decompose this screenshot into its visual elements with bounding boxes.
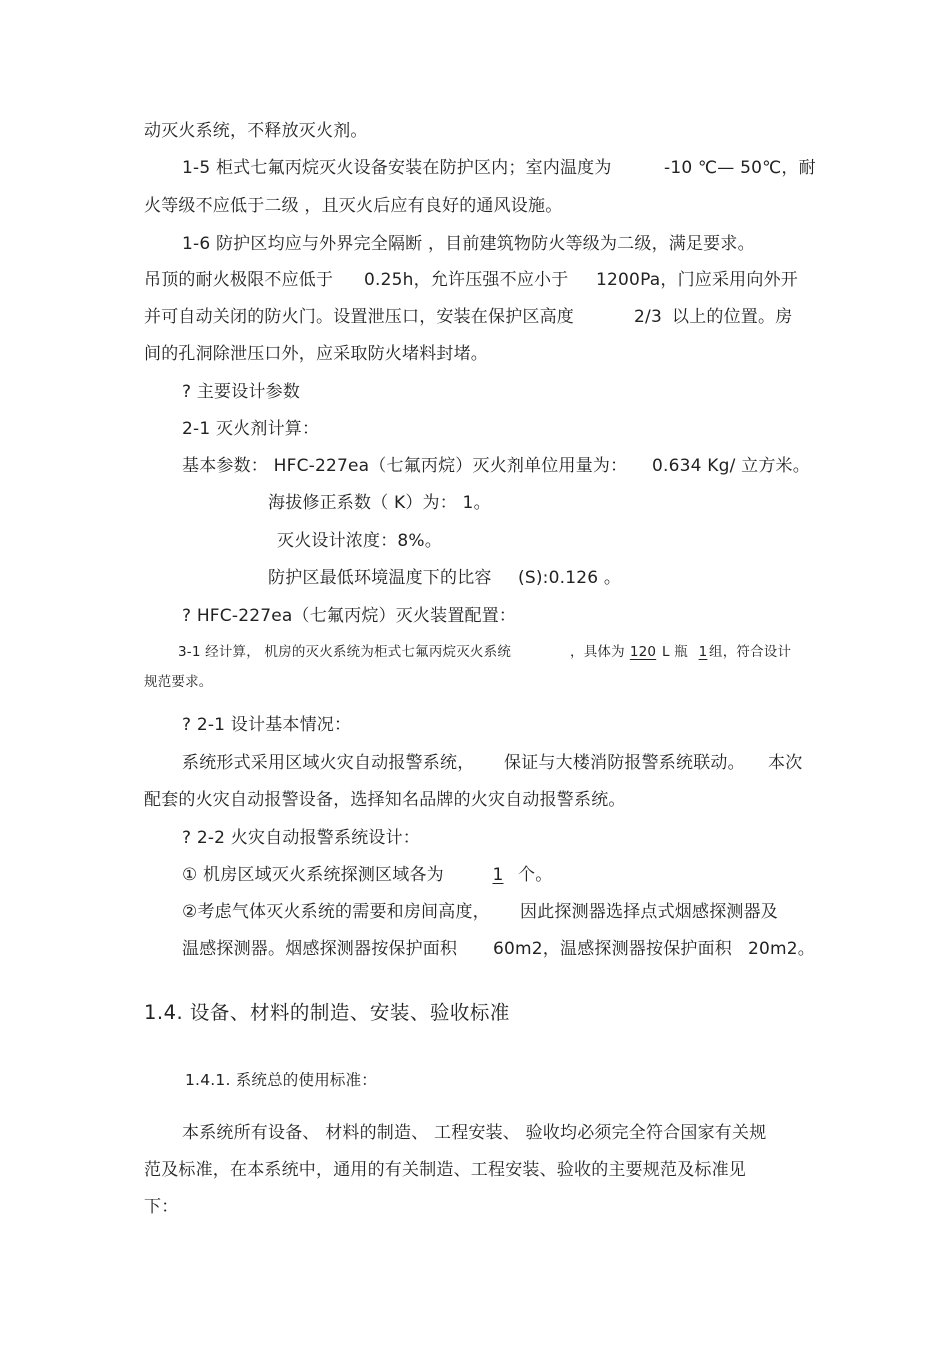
paragraph-line: 灭火设计浓度：8%。	[277, 531, 442, 551]
chapter-heading: 1.4. 设备、材料的制造、安装、验收标准	[144, 1001, 510, 1024]
paragraph-line: 因此探测器选择点式烟感探测器及	[520, 902, 778, 922]
paragraph-line: 基本参数： HFC-227ea（七氟丙烷）灭火剂单位用量为：	[182, 456, 628, 476]
paragraph-line: 下：	[144, 1197, 179, 1217]
paragraph-line: 本次	[768, 753, 803, 773]
paragraph-line: 60m2，温感探测器按保护面积	[493, 939, 733, 959]
paragraph-line: ②考虑气体灭火系统的需要和房间高度，	[182, 902, 490, 922]
paragraph-line: 0.25h，允许压强不应小于	[364, 270, 569, 290]
paragraph-line: ① 机房区域灭火系统探测区域各为	[182, 865, 444, 885]
paragraph-line: ，具体为	[570, 644, 625, 660]
paragraph-line: 系统形式采用区域火灾自动报警系统，	[182, 753, 475, 773]
paragraph-line: 个。	[518, 865, 553, 885]
paragraph-line: 组，符合设计	[709, 644, 792, 660]
subsection-heading: 1.4.1. 系统总的使用标准：	[185, 1071, 377, 1089]
paragraph-line: 动灭火系统，不释放灭火剂。	[144, 121, 368, 141]
paragraph-line: 1-6 防护区均应与外界完全隔断 ，目前建筑物防火等级为二级，满足要求。	[182, 234, 755, 254]
paragraph-line: 本系统所有设备、 材料的制造、 工程安装、 验收均必须完全符合国家有关规	[182, 1123, 767, 1143]
paragraph-line: 间的孔洞除泄压口外，应采取防火堵料封堵。	[144, 344, 488, 364]
paragraph-line: 以上的位置。房	[672, 307, 793, 327]
group-count-value: 1	[698, 644, 708, 660]
paragraph-line: (S):0.126 。	[518, 568, 622, 588]
paragraph-line: 1200Pa，门应采用向外开	[596, 270, 798, 290]
paragraph-line: 温感探测器。烟感探测器按保护面积	[182, 939, 458, 959]
detection-zone-count: 1	[492, 865, 504, 885]
paragraph-line: 2-1 灭火剂计算：	[182, 419, 320, 439]
paragraph-line: 配套的火灾自动报警设备，选择知名品牌的火灾自动报警系统。	[144, 790, 626, 810]
paragraph-line: 吊顶的耐火极限不应低于	[144, 270, 334, 290]
section-heading: ? HFC-227ea（七氟丙烷）灭火装置配置：	[182, 606, 517, 626]
paragraph-line: 0.634 Kg/ 立方米。	[652, 456, 810, 476]
paragraph-line: 1-5 柜式七氟丙烷灭火设备安装在防护区内；室内温度为	[182, 158, 612, 178]
paragraph-line: -10 ℃— 50℃，耐	[664, 158, 816, 178]
paragraph-line: 范及标准，在本系统中，通用的有关制造、工程安装、验收的主要规范及标准见	[144, 1160, 746, 1180]
paragraph-line: 2/3	[634, 307, 662, 327]
paragraph-line: 海拔修正系数（ K）为： 1。	[268, 493, 491, 513]
paragraph-line: 并可自动关闭的防火门。设置泄压口，安装在保护区高度	[144, 307, 574, 327]
section-heading: ? 2-2 火灾自动报警系统设计：	[182, 828, 420, 848]
paragraph-line: 火等级不应低于二级 ，且灭火后应有良好的通风设施。	[144, 196, 563, 216]
paragraph-line: 防护区最低环境温度下的比容	[268, 568, 492, 588]
bottle-size-value: 120	[629, 644, 657, 660]
paragraph-line: 20m2。	[748, 939, 816, 959]
paragraph-line: L 瓶	[662, 644, 688, 660]
paragraph-line: 规范要求。	[144, 674, 213, 690]
paragraph-line: 3-1 经计算， 机房的灭火系统为柜式七氟丙烷灭火系统	[178, 644, 512, 660]
section-heading: ? 主要设计参数	[182, 382, 301, 402]
section-heading: ? 2-1 设计基本情况：	[182, 715, 352, 735]
paragraph-line: 保证与大楼消防报警系统联动。	[504, 753, 745, 773]
